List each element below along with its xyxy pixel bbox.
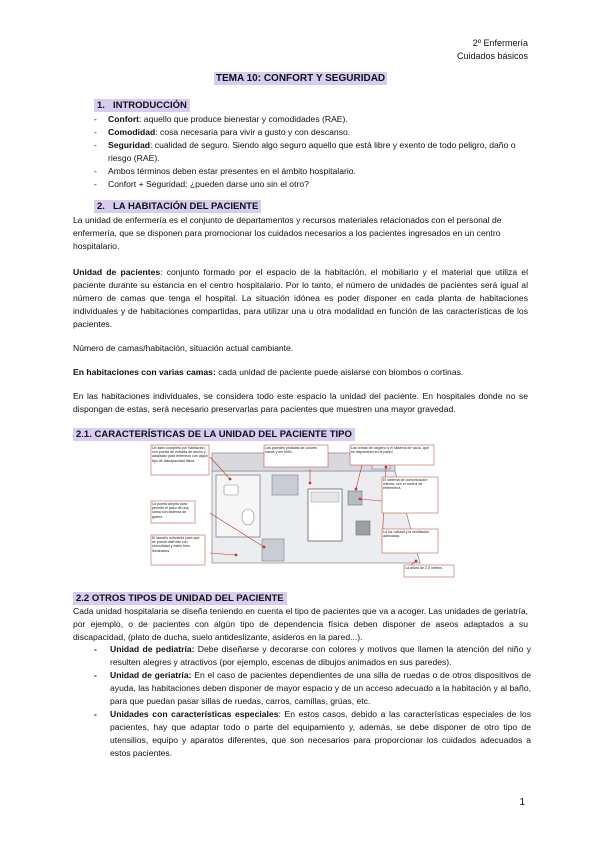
term: Unidad de pacientes [73,267,161,277]
definition: : cosa necesaria para vivir a gusto y con descanso. [155,127,351,137]
section-2-number: 2. [97,201,105,212]
definition: Confort + Seguridad: ¿pueden darse uno sin el otro? [108,179,309,189]
section-1-number: 1. [97,100,105,111]
term: En habitaciones con varias camas: [73,367,216,377]
paragraph: La unidad de enfermería es el conjunto de departamentos y recursos materiales relacionados con el personal de enfermería, que se disponen para promocionar los cuidados necesarios a los pacientes ingresados en un centro hospitalario. [73,215,502,251]
list-item [94,643,531,669]
label-oxygen: Las tomas de oxígeno y el sistema de vacío, que se dispondrán en la pared. [351,446,429,455]
term: Comodidad [108,127,156,137]
list-item [94,165,534,178]
subsection-2-2-heading: 2.2 OTROS TIPOS DE UNIDAD DEL PACIENTE [73,592,287,605]
page-header [457,37,528,63]
term: Seguridad [108,140,151,150]
definition: : cualidad de seguro. Siendo algo seguro aquello que está libre y exento de todo peligro, daño o riesgo (RAE). [108,140,516,163]
chair-icon [356,521,370,535]
paragraph: Cada unidad hospitalaria se diseña teniendo en cuenta el tipo de pacientes que va a acoger. Las unidades de geriatría, por ejemplo, o de pacientes con algún tipo de dependencia física deben disponer de aseos adaptados a su discapacidad, (plato de ducha, suelo antideslizante, asideros en la pared...). [73,606,528,642]
header-course: 2º Enfermería [472,38,528,48]
patient-room-illustration [150,443,480,585]
term: Unidad de geriatría: [110,670,192,680]
toilet-icon [242,509,254,525]
section-1-title: INTRODUCCIÓN [113,100,187,111]
label-height: La altura de 2,5 metros. [405,566,443,570]
paragraph-text: cada unidad de paciente puede aislarse con biombos o cortinas. [215,367,464,377]
definition: : En estos casos, debido a las características especiales de los pacientes, hay que adaptar todo o parte del equipamiento y, además, se debe disponer de otro tipo de utensilios, equipo y aparatos diferentes, que son necesarios para proporcionar los cuidados adecuados a estos pacientes. [110,709,531,758]
paragraph [73,366,528,379]
list-item [94,139,534,165]
list-item [94,669,531,708]
definition: Debe diseñarse y decorarse con colores y motivos que llamen la atención del niño y resulten alegres y atractivos (por ejemplo, escenas de dibujos animados en sus paredes). [110,644,531,667]
term: Unidad de pediatría: [110,644,195,654]
label-bathroom: Un aseo completo por habitación, con puerta de entrada de ancho y adaptado para enfermos con algún tipo de discapacidad física. [152,446,208,463]
label-walls: Las paredes pintadas de colores claros y sin brillo. [265,446,317,455]
section-2-heading [94,200,261,213]
label-door: La puerta amplia para permitir el paso de una cama con sistema de gotero. [152,502,189,519]
definition: : aquello que produce bienestar y comodidades (RAE). [139,114,348,124]
sink-icon [224,485,238,495]
wardrobe-icon [272,475,298,495]
door [262,539,284,561]
definition: En el caso de pacientes dependientes de una silla de ruedas o de otros dispositivos de ayuda, las habitaciones deben disponer de mayor espacio y de un acceso adecuado a la habitación y al baño, para que puedan pasar sillas de ruedas, carros, camillas, grúas, etc. [110,670,531,706]
label-communication: El sistema de comunicación interna, con el control de enfermería. [383,478,428,491]
page-title: TEMA 10: CONFORT Y SEGURIDAD [215,73,386,84]
list-item [94,708,531,760]
pillow-icon [311,492,339,502]
paragraph-text: : conjunto formado por el espacio de la habitación, el mobiliario y el material que utiliza el paciente durante su estancia en el centro hospitalario. Por lo tanto, el número de unidades de pacientes será igual al número de camas que tenga el hospital. La situación idónea es poder disponer en cada planta de habitaciones individuales y de habitaciones compartidas, para utilizar una u otra modalidad en función de las características de los pacientes. [73,267,528,329]
paragraph: En las habitaciones individuales, se considera todo este espacio la unidad del paciente. En hospitales donde no se dispongan de estas, será necesario preservarlas para pacientes que muestren una mayor gravedad. [73,391,528,414]
term: Confort [108,114,140,124]
label-size: El tamaño suficiente para que se pueda disfrutar con comodidad y estén bien iluminados. [152,536,200,553]
section-2-title: LA HABITACIÓN DEL PACIENTE [113,201,259,212]
page-number: 1 [519,797,525,808]
term: Unidades con características especiales [110,709,279,719]
unit-types-list [94,643,531,760]
intro-list [94,113,534,191]
header-subject: Cuidados básicos [456,51,528,61]
paragraph: Número de camas/habitación, situación actual cambiante. [73,343,294,353]
list-item [94,126,534,139]
subsection-2-1-heading: 2.1. CARACTERÍSTICAS DE LA UNIDAD DEL PACIENTE TIPO [73,428,355,441]
label-light: La luz natural y la ventilación adecuada. [383,530,430,539]
paragraph [73,266,528,331]
list-item [94,113,534,126]
bathroom [216,475,260,537]
section-1-heading [94,99,190,112]
list-item [94,178,534,191]
definition: Ambos términos deben estar presentes en el ámbito hospitalario. [108,166,356,176]
